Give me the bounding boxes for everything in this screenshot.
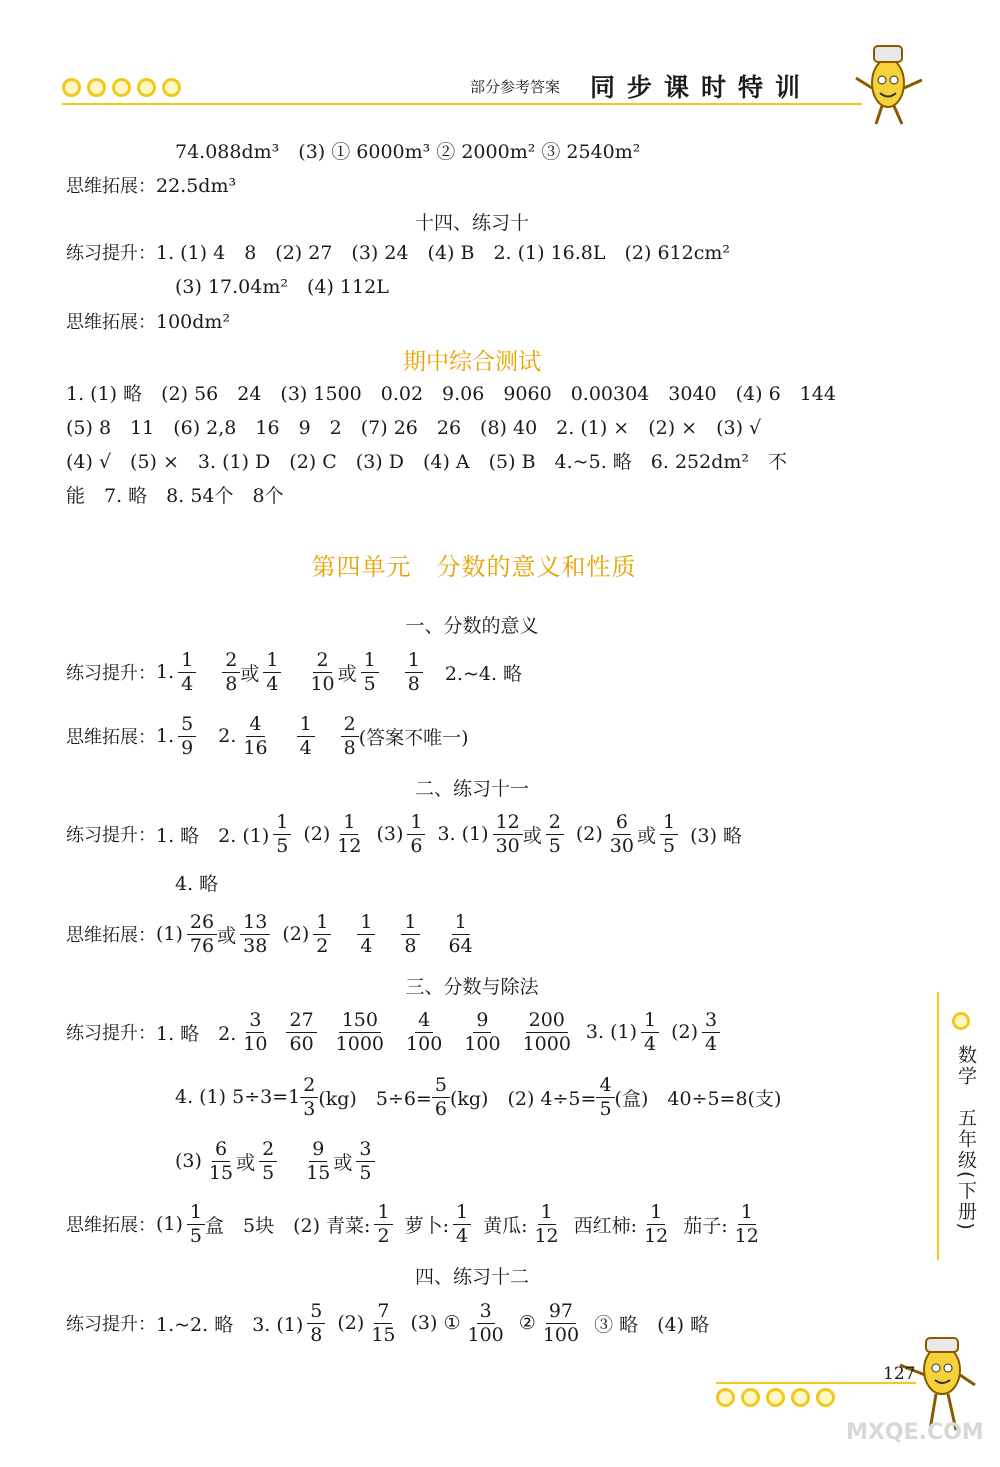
answer-line: 4. 略: [175, 873, 219, 895]
fraction: $\frac{3}{10}$: [243, 1008, 268, 1055]
header-subtitle: 部分参考答案: [470, 78, 561, 96]
fraction: $\frac{7}{15}$: [371, 1299, 396, 1346]
watermark: MXQE.COM: [846, 1420, 984, 1445]
answer-line: [175, 1069, 781, 1125]
answer-line: 74.088dm³ (3) ① 6000m³ ② 2000m² ③ 2540m²: [175, 141, 641, 163]
fraction: $\frac{97}{100}$: [542, 1299, 580, 1346]
answer-text: 1.: [156, 725, 175, 747]
fraction: $\frac{150}{1000}$: [335, 1008, 385, 1055]
fraction: $\frac{2}{3}$: [300, 1076, 318, 1119]
section-title: 十四、练习十: [414, 212, 529, 234]
answer-line: 1. (1) 略 (2) 56 24 (3) 1500 0.02 9.06 9060 0.00304 3040 (4) 6 144: [66, 383, 836, 405]
fraction: $\frac{2}{8}$: [222, 651, 240, 694]
answer-text: 1.: [156, 661, 175, 683]
section-title: 四、练习十二: [414, 1266, 529, 1288]
label-thinking: 思维拓展：: [66, 176, 156, 197]
label-practice: 练习提升：: [66, 825, 156, 846]
fraction: $\frac{9}{15}$: [306, 1137, 331, 1184]
answer-text: 2.~4. 略: [444, 662, 523, 685]
answer-line: [66, 906, 476, 962]
answer-text: ③ 略 (4) 略: [594, 1313, 710, 1336]
answer-text: 或: [240, 662, 260, 685]
fraction: $\frac{1}{2}$: [374, 1203, 392, 1246]
fraction: $\frac{6}{30}$: [609, 810, 634, 857]
fraction: $\frac{4}{16}$: [243, 712, 268, 759]
answer-text: 22.5dm³: [156, 175, 237, 197]
circle-icon: [716, 1388, 735, 1407]
fraction: $\frac{1}{4}$: [453, 1203, 471, 1246]
answer-text: 西红柿:: [573, 1214, 638, 1237]
circle-icon: [741, 1388, 760, 1407]
label-thinking: 思维拓展：: [66, 727, 156, 748]
circle-icon: [162, 78, 181, 97]
answer-text: 100dm²: [156, 311, 231, 333]
answer-text: 或: [337, 662, 357, 685]
answer-line: [66, 174, 236, 199]
circle-icon: [87, 78, 106, 97]
fraction: $\frac{2}{5}$: [546, 813, 564, 856]
answer-text: 或: [236, 1151, 256, 1174]
answer-text: 1. (1) 4 8 (2) 27 (3) 24 (4) B 2. (1) 16.8L (2) 612cm²: [156, 242, 731, 264]
answer-text: 3. (1): [585, 1021, 638, 1043]
fraction: $\frac{2}{5}$: [259, 1140, 277, 1183]
answer-text: 1. 略 2.: [156, 1022, 237, 1045]
answer-text: 或: [522, 824, 542, 847]
side-rule: [937, 992, 939, 1260]
answer-line: (4) √ (5) × 3. (1) D (2) C (3) D (4) A (5) B 4.~5. 略 6. 252dm² 不: [66, 451, 787, 473]
header-circles: [62, 78, 181, 97]
fraction: $\frac{1}{4}$: [297, 715, 315, 758]
fraction: $\frac{1}{5}$: [187, 1203, 205, 1246]
answer-line: [66, 1295, 709, 1351]
page-number: 127: [883, 1364, 916, 1384]
answer-line: 能 7. 略 8. 54个 8个: [66, 485, 284, 507]
fraction: $\frac{1}{5}$: [361, 651, 379, 694]
answer-text: (kg) (2) 4÷5=: [449, 1087, 597, 1110]
fraction: $\frac{1}{6}$: [407, 813, 425, 856]
answer-text: (1): [156, 1213, 183, 1235]
answer-text: (1): [156, 923, 183, 945]
answer-line: [66, 310, 230, 335]
answer-text: (3): [175, 1150, 202, 1172]
fraction: $\frac{1}{12}$: [534, 1200, 559, 1247]
answer-text: (3) 略: [690, 824, 743, 847]
fraction: $\frac{2}{10}$: [310, 648, 335, 695]
answer-text: 1.~2. 略 3. (1): [156, 1313, 304, 1336]
circle-icon: [791, 1388, 810, 1407]
fraction: $\frac{1}{8}$: [401, 913, 419, 956]
answer-line: (3) 17.04m² (4) 112L: [175, 276, 389, 298]
answer-text: 或: [636, 824, 656, 847]
side-label: 数学 五年级(下册): [955, 1045, 977, 1232]
answer-text: (答案不唯一): [358, 726, 469, 749]
footer-circles: [716, 1388, 835, 1407]
fraction: $\frac{3}{5}$: [356, 1140, 374, 1183]
answer-text: 盒 5块 (2) 青菜:: [205, 1214, 371, 1237]
answer-text: 黄瓜:: [483, 1214, 528, 1237]
answer-line: [66, 644, 522, 700]
answer-line: [66, 241, 730, 266]
fraction: $\frac{1}{12}$: [644, 1200, 669, 1247]
answer-text: (kg) 5÷6=: [318, 1087, 432, 1110]
answer-line: [66, 1196, 762, 1252]
circle-icon: [766, 1388, 785, 1407]
circle-icon: [112, 78, 131, 97]
answer-text: 1. 略 2. (1): [156, 824, 270, 847]
fraction: $\frac{200}{1000}$: [522, 1008, 571, 1055]
fraction: $\frac{1}{64}$: [448, 910, 473, 957]
fraction: $\frac{3}{100}$: [467, 1299, 504, 1346]
answer-text: (盒) 40÷5=8(支): [614, 1087, 782, 1110]
label-thinking: 思维拓展：: [66, 925, 156, 946]
fraction: $\frac{6}{15}$: [208, 1137, 234, 1184]
section-title: 一、分数的意义: [405, 615, 539, 637]
section-title: 三、分数与除法: [405, 976, 539, 998]
circle-icon: [952, 1012, 970, 1030]
answer-text: (3): [376, 823, 404, 845]
midterm-title: 期中综合测试: [403, 349, 541, 375]
answer-text: 茄子:: [683, 1214, 728, 1237]
fraction: $\frac{1}{4}$: [357, 913, 375, 956]
circle-icon: [62, 78, 81, 97]
label-practice: 练习提升：: [66, 663, 156, 684]
answer-text: (2): [671, 1021, 699, 1043]
answer-text: 萝卜:: [404, 1214, 449, 1237]
answer-text: (2): [303, 823, 331, 845]
label-practice: 练习提升：: [66, 1023, 156, 1044]
answer-text: 2.: [218, 725, 237, 747]
unit-title: 第四单元 分数的意义和性质: [311, 553, 637, 581]
answer-text: (2): [575, 823, 603, 845]
answer-text: 4. (1) 5÷3=1: [175, 1086, 301, 1108]
answer-line: [66, 1004, 720, 1060]
answer-text: 或: [217, 924, 237, 947]
fraction: $\frac{1}{4}$: [263, 651, 281, 694]
answer-line: (5) 8 11 (6) 2,8 16 9 2 (7) 26 26 (8) 40 2. (1) × (2) × (3) √: [66, 417, 762, 439]
fraction: $\frac{4}{100}$: [406, 1008, 443, 1055]
label-thinking: 思维拓展：: [66, 312, 156, 333]
fraction: $\frac{3}{4}$: [702, 1011, 720, 1054]
fraction: $\frac{2}{8}$: [341, 715, 359, 758]
fraction: $\frac{1}{12}$: [734, 1200, 759, 1247]
fraction: $\frac{1}{5}$: [273, 813, 291, 856]
answer-line: [66, 708, 469, 764]
fraction: $\frac{27}{60}$: [286, 1011, 316, 1054]
label-thinking: 思维拓展：: [66, 1215, 156, 1236]
fraction: $\frac{5}{9}$: [178, 715, 196, 758]
answer-text: (3) ①: [410, 1312, 461, 1334]
fraction: $\frac{12}{30}$: [493, 813, 523, 856]
fraction: $\frac{1}{8}$: [405, 651, 423, 694]
circle-icon: [816, 1388, 835, 1407]
label-practice: 练习提升：: [66, 243, 156, 264]
answer-text: (2): [337, 1312, 365, 1334]
section-title: 二、练习十一: [414, 778, 529, 800]
fraction: $\frac{13}{38}$: [240, 913, 270, 956]
label-practice: 练习提升：: [66, 1314, 156, 1335]
fraction: $\frac{5}{6}$: [432, 1076, 450, 1119]
circle-icon: [137, 78, 156, 97]
fraction: $\frac{26}{76}$: [187, 913, 217, 956]
fraction: $\frac{1}{2}$: [313, 913, 331, 956]
fraction: $\frac{1}{4}$: [178, 651, 196, 694]
answer-text: 3. (1): [437, 823, 489, 845]
answer-text: ②: [518, 1312, 536, 1334]
answer-text: (2): [282, 923, 310, 945]
pencil-mascot-icon: [850, 38, 930, 128]
header-title: 同步课时特训: [590, 73, 813, 102]
fraction: $\frac{4}{5}$: [596, 1076, 614, 1119]
answer-text: 或: [333, 1151, 353, 1174]
fraction: $\frac{1}{5}$: [660, 813, 678, 856]
answer-line: [66, 806, 742, 862]
fraction: $\frac{1}{12}$: [337, 810, 362, 857]
fraction: $\frac{5}{8}$: [307, 1302, 325, 1345]
answer-line: [175, 1133, 375, 1189]
fraction: $\frac{9}{100}$: [464, 1008, 501, 1055]
fraction: $\frac{1}{4}$: [641, 1011, 659, 1054]
